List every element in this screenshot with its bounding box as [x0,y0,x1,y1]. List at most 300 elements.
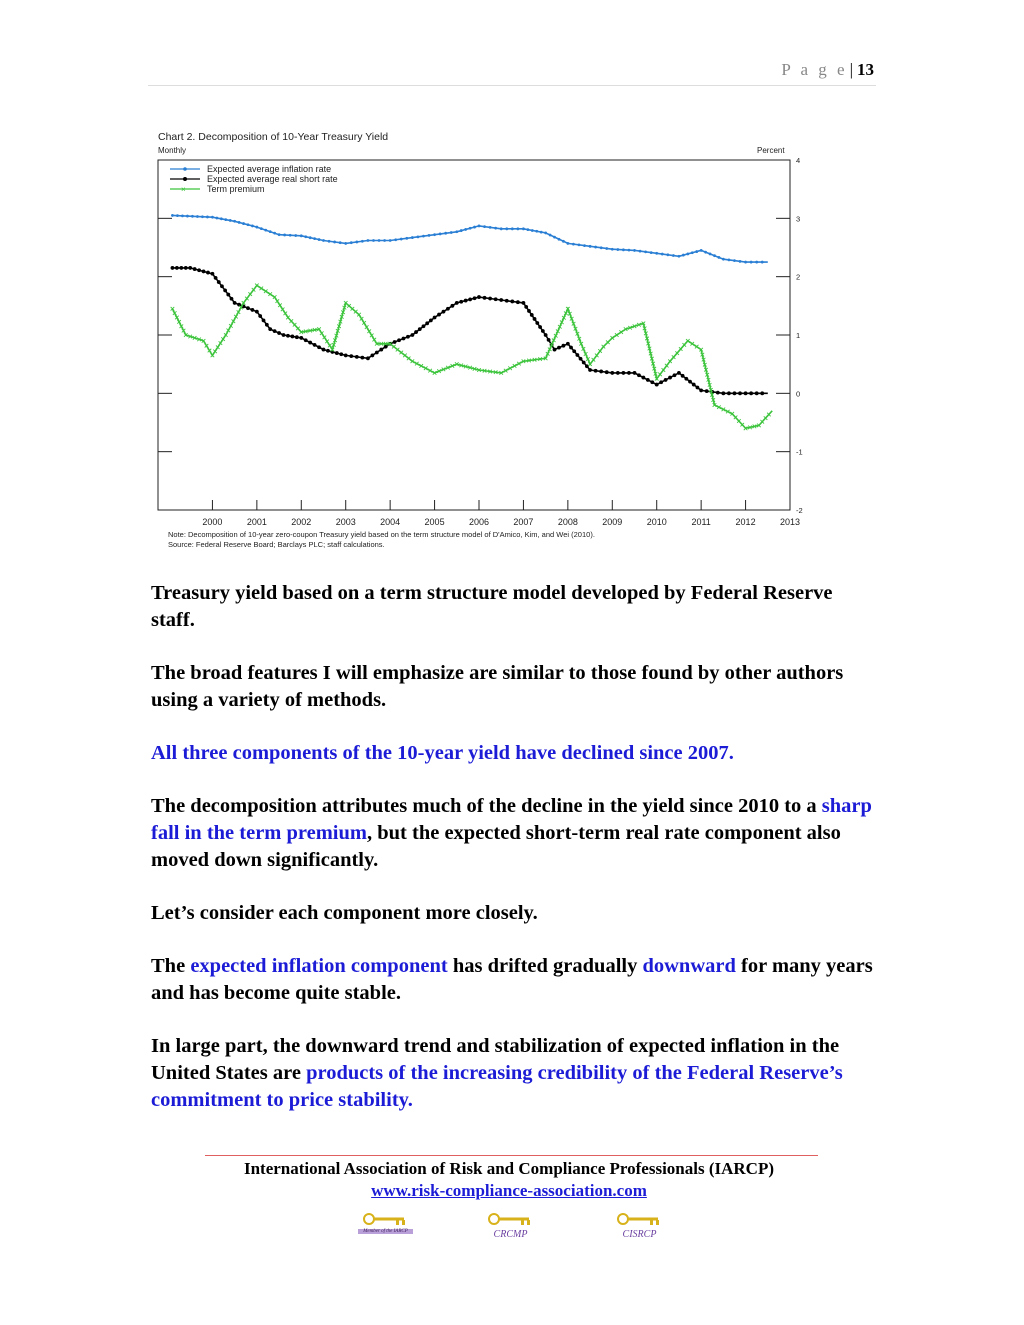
series-point [278,233,281,236]
series-point [442,310,446,314]
series-point [355,241,358,244]
series-point [621,371,625,375]
x-tick-label: 2000 [202,517,223,527]
series-point [313,343,317,347]
series-point [433,233,436,236]
footer [150,1158,868,1202]
series-point [429,319,433,323]
series-point [755,261,758,264]
y-tick-label: 1 [796,331,801,340]
series-point [600,246,603,249]
x-tick-label: 2013 [779,517,801,527]
series-point [375,351,379,355]
series-point [705,389,709,393]
series-point [733,391,737,395]
series-layer [171,214,773,430]
x-tick-label: 2005 [424,517,445,527]
series-point [749,391,753,395]
series-point [202,270,206,274]
series-point [650,251,653,254]
series-point [425,321,429,325]
paragraph-2: The broad features I will emphasize are similar to those found by other authors using a variety of methods. [151,662,844,711]
series-point [562,344,566,348]
series-point [733,259,736,262]
series-point [538,325,542,329]
legend-marker-inflation [183,167,187,171]
series-point [575,353,579,357]
series-point [691,251,694,254]
x-tick-label: 2004 [380,517,401,527]
series-point [646,378,650,382]
series-point [289,319,293,323]
series-point [309,236,312,239]
series-point [361,240,364,243]
yield-decomposition-chart [150,125,810,555]
key-icon [487,1212,535,1226]
series-point [459,300,463,304]
series-point [414,330,418,334]
series-point [533,317,537,321]
series-point [220,217,223,220]
series-point [750,261,753,264]
series-point [655,383,659,387]
series-point [233,301,237,305]
series-point [659,380,663,384]
highlight-credibility: products of the increasing credibility of the Federal Reserve’s commitment to price stability. [151,1062,843,1111]
series-point [354,310,358,314]
series-point [553,236,556,239]
logo-iarcp-member: Member of the IARCP [358,1212,413,1234]
series-point [197,268,201,272]
series-point [437,313,441,317]
series-point [664,378,668,382]
series-point [300,234,303,237]
body-text [151,580,881,1140]
series-point [242,222,245,225]
series-point [450,304,454,308]
series-point [193,267,197,271]
series-point [558,238,561,241]
series-point [744,261,747,264]
series-point [696,386,700,390]
x-tick-label: 2010 [646,517,667,527]
logo-cisrcp: CISRCP [612,1212,667,1240]
series-point [179,266,183,270]
series-point [530,313,534,317]
series-point [367,239,370,242]
series-point [505,227,508,230]
series-point [304,338,308,342]
series-point [510,300,514,304]
x-tick-label: 2001 [246,517,267,527]
series-point [681,374,685,378]
series-point [637,373,641,377]
series-point [611,248,614,251]
series-point [737,419,741,423]
series-point [473,296,477,300]
series-point [684,377,688,381]
series-point [265,323,269,327]
series-point [740,423,744,427]
series-point [599,370,603,374]
series-point [439,233,442,236]
series-point [268,327,272,331]
series-point [633,249,636,252]
series-point [686,253,689,256]
y-tick-label: 3 [796,214,801,224]
series-point [673,373,677,377]
series-point [483,296,487,300]
series-point [544,232,547,235]
chart-legend [170,164,338,194]
paragraph-1: Treasury yield based on a term structure model developed by Federal Reserve staff. [151,582,833,631]
series-point [262,319,266,323]
series-point [347,304,351,308]
series-point [238,221,241,224]
series-point [666,253,669,256]
series-point [433,316,437,320]
series-point [460,229,463,232]
series-point [516,300,520,304]
series-point [688,380,692,384]
series-point [171,214,174,217]
series-point [294,234,297,237]
series-point [335,351,339,355]
series-point [339,352,343,356]
series-point [531,229,534,232]
series-point [405,237,408,240]
x-axis [202,500,800,527]
series-point [264,229,267,232]
series-point [639,250,642,253]
series-point [277,331,281,335]
x-tick-label: 2011 [691,517,711,527]
series-point [661,253,664,256]
paragraph-6: The expected inflation component has drifted gradually downward for many years and has become quite stable. [151,955,873,1004]
series-point [176,214,179,217]
series-point [516,227,519,230]
chart-freq-label: Monthly [158,146,187,155]
series-point [682,254,685,257]
series-point [296,327,300,331]
paragraph-4: The decomposition attributes much of the decline in the yield since 2010 to a sharp fall in the term premium, but the expected short-term real rate component also moved down significantly. [151,795,872,871]
series-point [181,214,184,217]
series-point [700,249,703,252]
series-point [233,220,236,223]
series-point [322,348,326,352]
series-point [402,337,406,341]
series-point [739,260,742,263]
chart-unit-label: Percent [757,146,785,155]
series-point [535,230,538,233]
series-point [722,258,725,261]
series-point [226,293,230,297]
series-point [344,242,347,245]
series-point [650,380,654,384]
series-point [616,371,620,375]
series-point [186,215,189,218]
page-number: 13 [857,60,874,79]
series-point [393,340,397,344]
series-point [211,216,214,219]
series-point [397,338,401,342]
series-point [468,298,472,302]
series-point [488,297,492,301]
series-point [406,335,410,339]
series-point [251,225,254,228]
series-point [566,242,569,245]
series-point [727,391,731,395]
series-point [269,230,272,233]
series-point [672,355,676,359]
logo-crcmp: CRCMP [483,1212,538,1240]
x-tick-label: 2009 [602,517,623,527]
series-point [616,248,619,251]
series-point [464,299,468,303]
series-point [716,391,720,395]
series-point [524,305,528,309]
legend-marker-term-premium: × [181,185,186,194]
highlight-term-premium: sharp fall in the term premium [151,795,872,844]
series-point [582,361,586,365]
series-point [755,391,759,395]
header-divider [148,85,876,86]
series-point [255,226,258,229]
series-point [370,354,374,358]
paragraph-5: Let’s consider each component more closely. [151,902,538,924]
series-point [483,225,486,228]
chart-title: Chart 2. Decomposition of 10-Year Treasury Yield [158,131,389,143]
series-point [721,391,725,395]
series-point [505,299,509,303]
series-point [718,256,721,259]
series-point [744,391,748,395]
series-point [260,227,263,230]
y-tick-label: -1 [796,447,803,457]
series-point [544,333,548,337]
series-point [764,416,768,420]
series-point [728,258,731,261]
series-point [633,371,637,375]
series-point [704,251,707,254]
series-point [489,226,492,229]
series-point [527,309,531,313]
series-point [206,216,209,219]
footer-org-name: International Association of Risk and Compliance Professionals (IARCP) [243,1159,775,1178]
series-point [446,307,450,311]
series-point [699,389,703,393]
series-point [760,391,764,395]
series-point [283,234,286,237]
series-point [767,413,771,417]
highlight-downward: downward [642,955,736,977]
chart-note: Note: Decomposition of 10-year zero-coupon Treasury yield based on the term structure model of D'Amico, Kim, and Wei (2010). [168,530,595,539]
series-point [761,261,764,264]
series-point [171,266,175,270]
paragraph-7: In large part, the downward trend and stabilization of expected inflation in the United States are products of the increasing credibility of the Federal Reserve’s commitment to price stability. [151,1035,843,1111]
series-point [526,228,529,231]
series-point [428,234,431,237]
series-point [383,239,386,242]
footer-logos [0,1212,1024,1242]
series-point [378,239,381,242]
series-point [313,237,316,240]
series-point [417,235,420,238]
series-point [583,244,586,247]
series-point [184,266,188,270]
series-point [251,308,255,312]
x-tick-label: 2007 [513,517,534,527]
series-point [394,238,397,241]
series-point [258,314,262,318]
series-point [641,376,645,380]
series-point [622,248,625,251]
series-point [572,349,576,353]
series-point [541,329,545,333]
series-point [282,333,286,337]
series-point [594,369,598,373]
series-point [215,217,218,220]
x-tick-label: 2012 [735,517,756,527]
paragraph-3-highlight: All three components of the 10-year yield have declined since 2007. [151,742,734,764]
series-point [273,329,277,333]
page-word: P a g e [781,60,848,79]
chart-svg [150,125,810,555]
series-point [351,307,355,311]
legend-label-term-premium: Term premium [207,184,265,194]
series-point [610,371,614,375]
series-point [366,356,370,360]
series-point [566,342,570,346]
series-point [644,250,647,253]
series-point [444,232,447,235]
series-point [247,223,250,226]
series-point [308,341,312,345]
series-point [255,310,259,314]
series-point [317,345,321,349]
series-point [549,234,552,237]
series-point [273,232,276,235]
series-point [499,298,503,302]
series-point [349,354,353,358]
series-point [418,327,422,331]
series-point [211,272,215,276]
series-point [196,215,199,218]
series-point [522,227,525,230]
series-point [246,306,250,310]
legend-label-real-rate: Expected average real short rate [207,174,338,184]
series-point [191,215,194,218]
y-tick-label: 0 [796,389,801,399]
series-point [553,348,557,352]
y-tick-label: 2 [796,272,801,282]
x-tick-label: 2003 [335,517,356,527]
series-point [540,231,543,234]
series-point [224,218,227,221]
series-point [422,324,426,328]
series-point [214,276,218,280]
series-point [400,238,403,241]
series-point [293,323,297,327]
series-point [511,227,514,230]
series-point [562,240,565,243]
series-point [326,349,330,353]
series-point [692,383,696,387]
series-point [675,351,679,355]
series-point [734,416,738,420]
series-point [682,343,686,347]
legend-label-inflation: Expected average inflation rate [207,164,332,174]
x-tick-label: 2006 [468,517,490,527]
series-point [477,295,481,299]
series-point [379,348,383,352]
y-tick-label: -2 [796,506,803,515]
footer-website-link[interactable]: www.risk-compliance-association.com [371,1181,647,1200]
series-point [299,336,303,340]
series-point [594,246,597,249]
key-icon [616,1212,664,1226]
series-point [355,355,359,359]
legend-marker-real-rate [183,177,187,181]
series-point [188,266,192,270]
series-point [328,240,331,243]
series-point [473,226,476,229]
series-point [295,335,299,339]
series-point [322,239,325,242]
series-point [455,230,458,233]
footer-divider [205,1155,818,1156]
series-point [500,227,503,230]
series-point [175,266,179,270]
series-point [760,420,764,424]
series-point [585,364,589,368]
series-point [223,289,227,293]
series-point [677,371,681,375]
series-point [578,243,581,246]
series-point [679,347,683,351]
key-icon [362,1212,410,1226]
series-point [289,234,292,237]
page-header: P a g e | 13 [781,60,874,79]
series-point [628,249,631,252]
series-point [557,346,561,350]
series-point [339,241,342,244]
series-point [217,280,221,284]
series-point [572,243,575,246]
series-point [668,376,672,380]
series-point [286,334,290,338]
series-point [464,228,467,231]
series-point [713,254,716,257]
series-point [478,225,481,228]
series-point [709,253,712,256]
series-point [494,227,497,230]
series-point [627,371,631,375]
series-point [589,245,592,248]
series-point [522,301,526,305]
series-point [494,297,498,301]
series-point [455,301,459,305]
series-point [678,255,681,258]
x-tick-label: 2008 [557,517,578,527]
series-line-2 [172,285,772,428]
series-point [450,231,453,234]
y-tick-label: 4 [796,156,801,165]
series-point [605,370,609,374]
series-point [411,236,414,239]
series-point [360,356,364,360]
series-point [201,215,204,218]
